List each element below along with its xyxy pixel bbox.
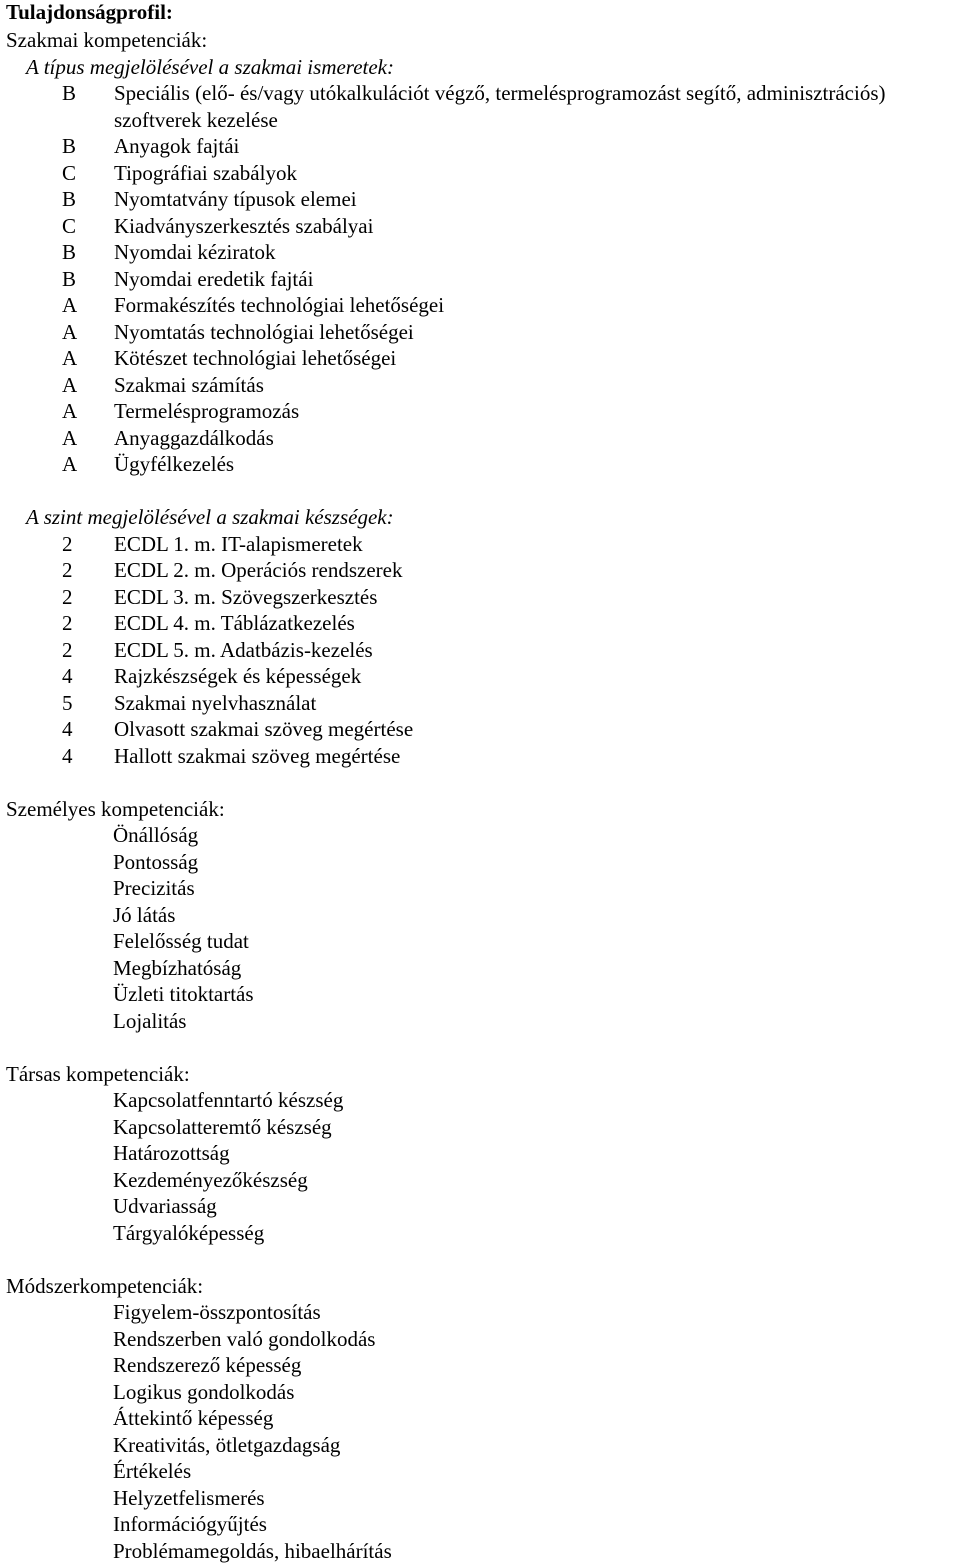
list-item: Kapcsolatteremtő készség <box>6 1114 956 1141</box>
level-code: B <box>6 186 114 213</box>
ismeretek-list <box>6 80 956 478</box>
level-number: 2 <box>6 637 114 664</box>
level-code: A <box>6 292 114 319</box>
list-item: Helyzetfelismerés <box>6 1485 956 1512</box>
keszseg-text: ECDL 5. m. Adatbázis-kezelés <box>114 637 373 664</box>
keszseg-row <box>6 531 956 558</box>
list-item: Áttekintő képesség <box>6 1405 956 1432</box>
keszseg-text: ECDL 1. m. IT-alapismeretek <box>114 531 363 558</box>
ismeret-row <box>6 398 956 425</box>
level-number: 2 <box>6 584 114 611</box>
spacer <box>6 478 956 505</box>
ismeret-row <box>6 425 956 452</box>
spacer <box>6 769 956 796</box>
ismeret-row <box>6 451 956 478</box>
ismeret-row <box>6 186 956 213</box>
level-number: 4 <box>6 743 114 770</box>
level-code: C <box>6 213 114 240</box>
spacer <box>6 1246 956 1273</box>
keszseg-text: ECDL 3. m. Szövegszerkesztés <box>114 584 377 611</box>
keszseg-text: Olvasott szakmai szöveg megértése <box>114 716 413 743</box>
keszseg-row <box>6 743 956 770</box>
szemelyes-heading: Személyes kompetenciák: <box>6 796 956 823</box>
level-code: B <box>6 266 114 293</box>
list-item: Tárgyalóképesség <box>6 1220 956 1247</box>
ismeret-text: Speciális (elő- és/vagy utókalkulációt végző, termelésprogramozást segítő, adminisztrációs) szoftverek kezelése <box>114 80 960 133</box>
ismeret-text: Ügyfélkezelés <box>114 451 234 478</box>
level-code: A <box>6 451 114 478</box>
keszseg-row <box>6 690 956 717</box>
level-number: 4 <box>6 716 114 743</box>
level-code: A <box>6 319 114 346</box>
level-code: A <box>6 425 114 452</box>
ismeret-text: Kötészet technológiai lehetőségei <box>114 345 396 372</box>
ismeret-text: Formakészítés technológiai lehetőségei <box>114 292 444 319</box>
ismeret-text: Termelésprogramozás <box>114 398 299 425</box>
list-item: Problémamegoldás, hibaelhárítás <box>6 1538 956 1564</box>
ismeret-text: Nyomdai eredetik fajtái <box>114 266 313 293</box>
level-code: B <box>6 239 114 266</box>
ismeret-text: Nyomtatás technológiai lehetőségei <box>114 319 414 346</box>
page-title: Tulajdonságprofil: <box>6 0 956 27</box>
modszer-list <box>6 1299 956 1564</box>
keszseg-row <box>6 637 956 664</box>
ismeret-row <box>6 80 956 133</box>
level-number: 5 <box>6 690 114 717</box>
ismeret-row <box>6 160 956 187</box>
ismeret-row <box>6 213 956 240</box>
ismeret-text: Nyomdai kéziratok <box>114 239 276 266</box>
ismeret-row <box>6 239 956 266</box>
ismeret-row <box>6 372 956 399</box>
list-item: Rendszerben való gondolkodás <box>6 1326 956 1353</box>
keszseg-text: Rajzkészségek és képességek <box>114 663 361 690</box>
keszseg-row <box>6 610 956 637</box>
list-item: Megbízhatóság <box>6 955 956 982</box>
ismeretek-heading: A típus megjelölésével a szakmai ismeretek: <box>6 54 956 81</box>
level-code: A <box>6 398 114 425</box>
ismeret-text: Anyagok fajtái <box>114 133 239 160</box>
keszseg-row <box>6 584 956 611</box>
list-item: Kreativitás, ötletgazdagság <box>6 1432 956 1459</box>
list-item: Figyelem-összpontosítás <box>6 1299 956 1326</box>
list-item: Jó látás <box>6 902 956 929</box>
ismeret-text: Szakmai számítás <box>114 372 264 399</box>
ismeret-row <box>6 133 956 160</box>
keszseg-text: ECDL 2. m. Operációs rendszerek <box>114 557 402 584</box>
keszseg-text: Hallott szakmai szöveg megértése <box>114 743 400 770</box>
ismeret-row <box>6 266 956 293</box>
list-item: Precizitás <box>6 875 956 902</box>
level-number: 2 <box>6 610 114 637</box>
level-code: A <box>6 345 114 372</box>
ismeret-text: Kiadványszerkesztés szabályai <box>114 213 373 240</box>
list-item: Rendszerező képesség <box>6 1352 956 1379</box>
list-item: Értékelés <box>6 1458 956 1485</box>
list-item: Felelősség tudat <box>6 928 956 955</box>
keszseg-row <box>6 716 956 743</box>
ismeret-row <box>6 292 956 319</box>
keszseg-row <box>6 663 956 690</box>
level-code: B <box>6 80 114 133</box>
keszsegek-heading: A szint megjelölésével a szakmai készségek: <box>6 504 956 531</box>
list-item: Pontosság <box>6 849 956 876</box>
modszer-heading: Módszerkompetenciák: <box>6 1273 956 1300</box>
list-item: Határozottság <box>6 1140 956 1167</box>
ismeret-text: Anyaggazdálkodás <box>114 425 274 452</box>
keszseg-text: ECDL 4. m. Táblázatkezelés <box>114 610 355 637</box>
szakmai-heading: Szakmai kompetenciák: <box>6 27 956 54</box>
ismeret-text: Nyomtatvány típusok elemei <box>114 186 357 213</box>
list-item: Udvariasság <box>6 1193 956 1220</box>
list-item: Kapcsolatfenntartó készség <box>6 1087 956 1114</box>
tarsas-list <box>6 1087 956 1246</box>
level-code: A <box>6 372 114 399</box>
level-number: 4 <box>6 663 114 690</box>
ismeret-row <box>6 319 956 346</box>
level-number: 2 <box>6 557 114 584</box>
list-item: Logikus gondolkodás <box>6 1379 956 1406</box>
list-item: Lojalitás <box>6 1008 956 1035</box>
level-code: C <box>6 160 114 187</box>
list-item: Kezdeményezőkészség <box>6 1167 956 1194</box>
list-item: Információgyűjtés <box>6 1511 956 1538</box>
szemelyes-list <box>6 822 956 1034</box>
level-code: B <box>6 133 114 160</box>
list-item: Önállóság <box>6 822 956 849</box>
keszseg-row <box>6 557 956 584</box>
ismeret-text: Tipográfiai szabályok <box>114 160 297 187</box>
spacer <box>6 1034 956 1061</box>
list-item: Üzleti titoktartás <box>6 981 956 1008</box>
ismeret-row <box>6 345 956 372</box>
document <box>6 0 956 1564</box>
level-number: 2 <box>6 531 114 558</box>
tarsas-heading: Társas kompetenciák: <box>6 1061 956 1088</box>
keszseg-text: Szakmai nyelvhasználat <box>114 690 316 717</box>
keszsegek-list <box>6 531 956 770</box>
